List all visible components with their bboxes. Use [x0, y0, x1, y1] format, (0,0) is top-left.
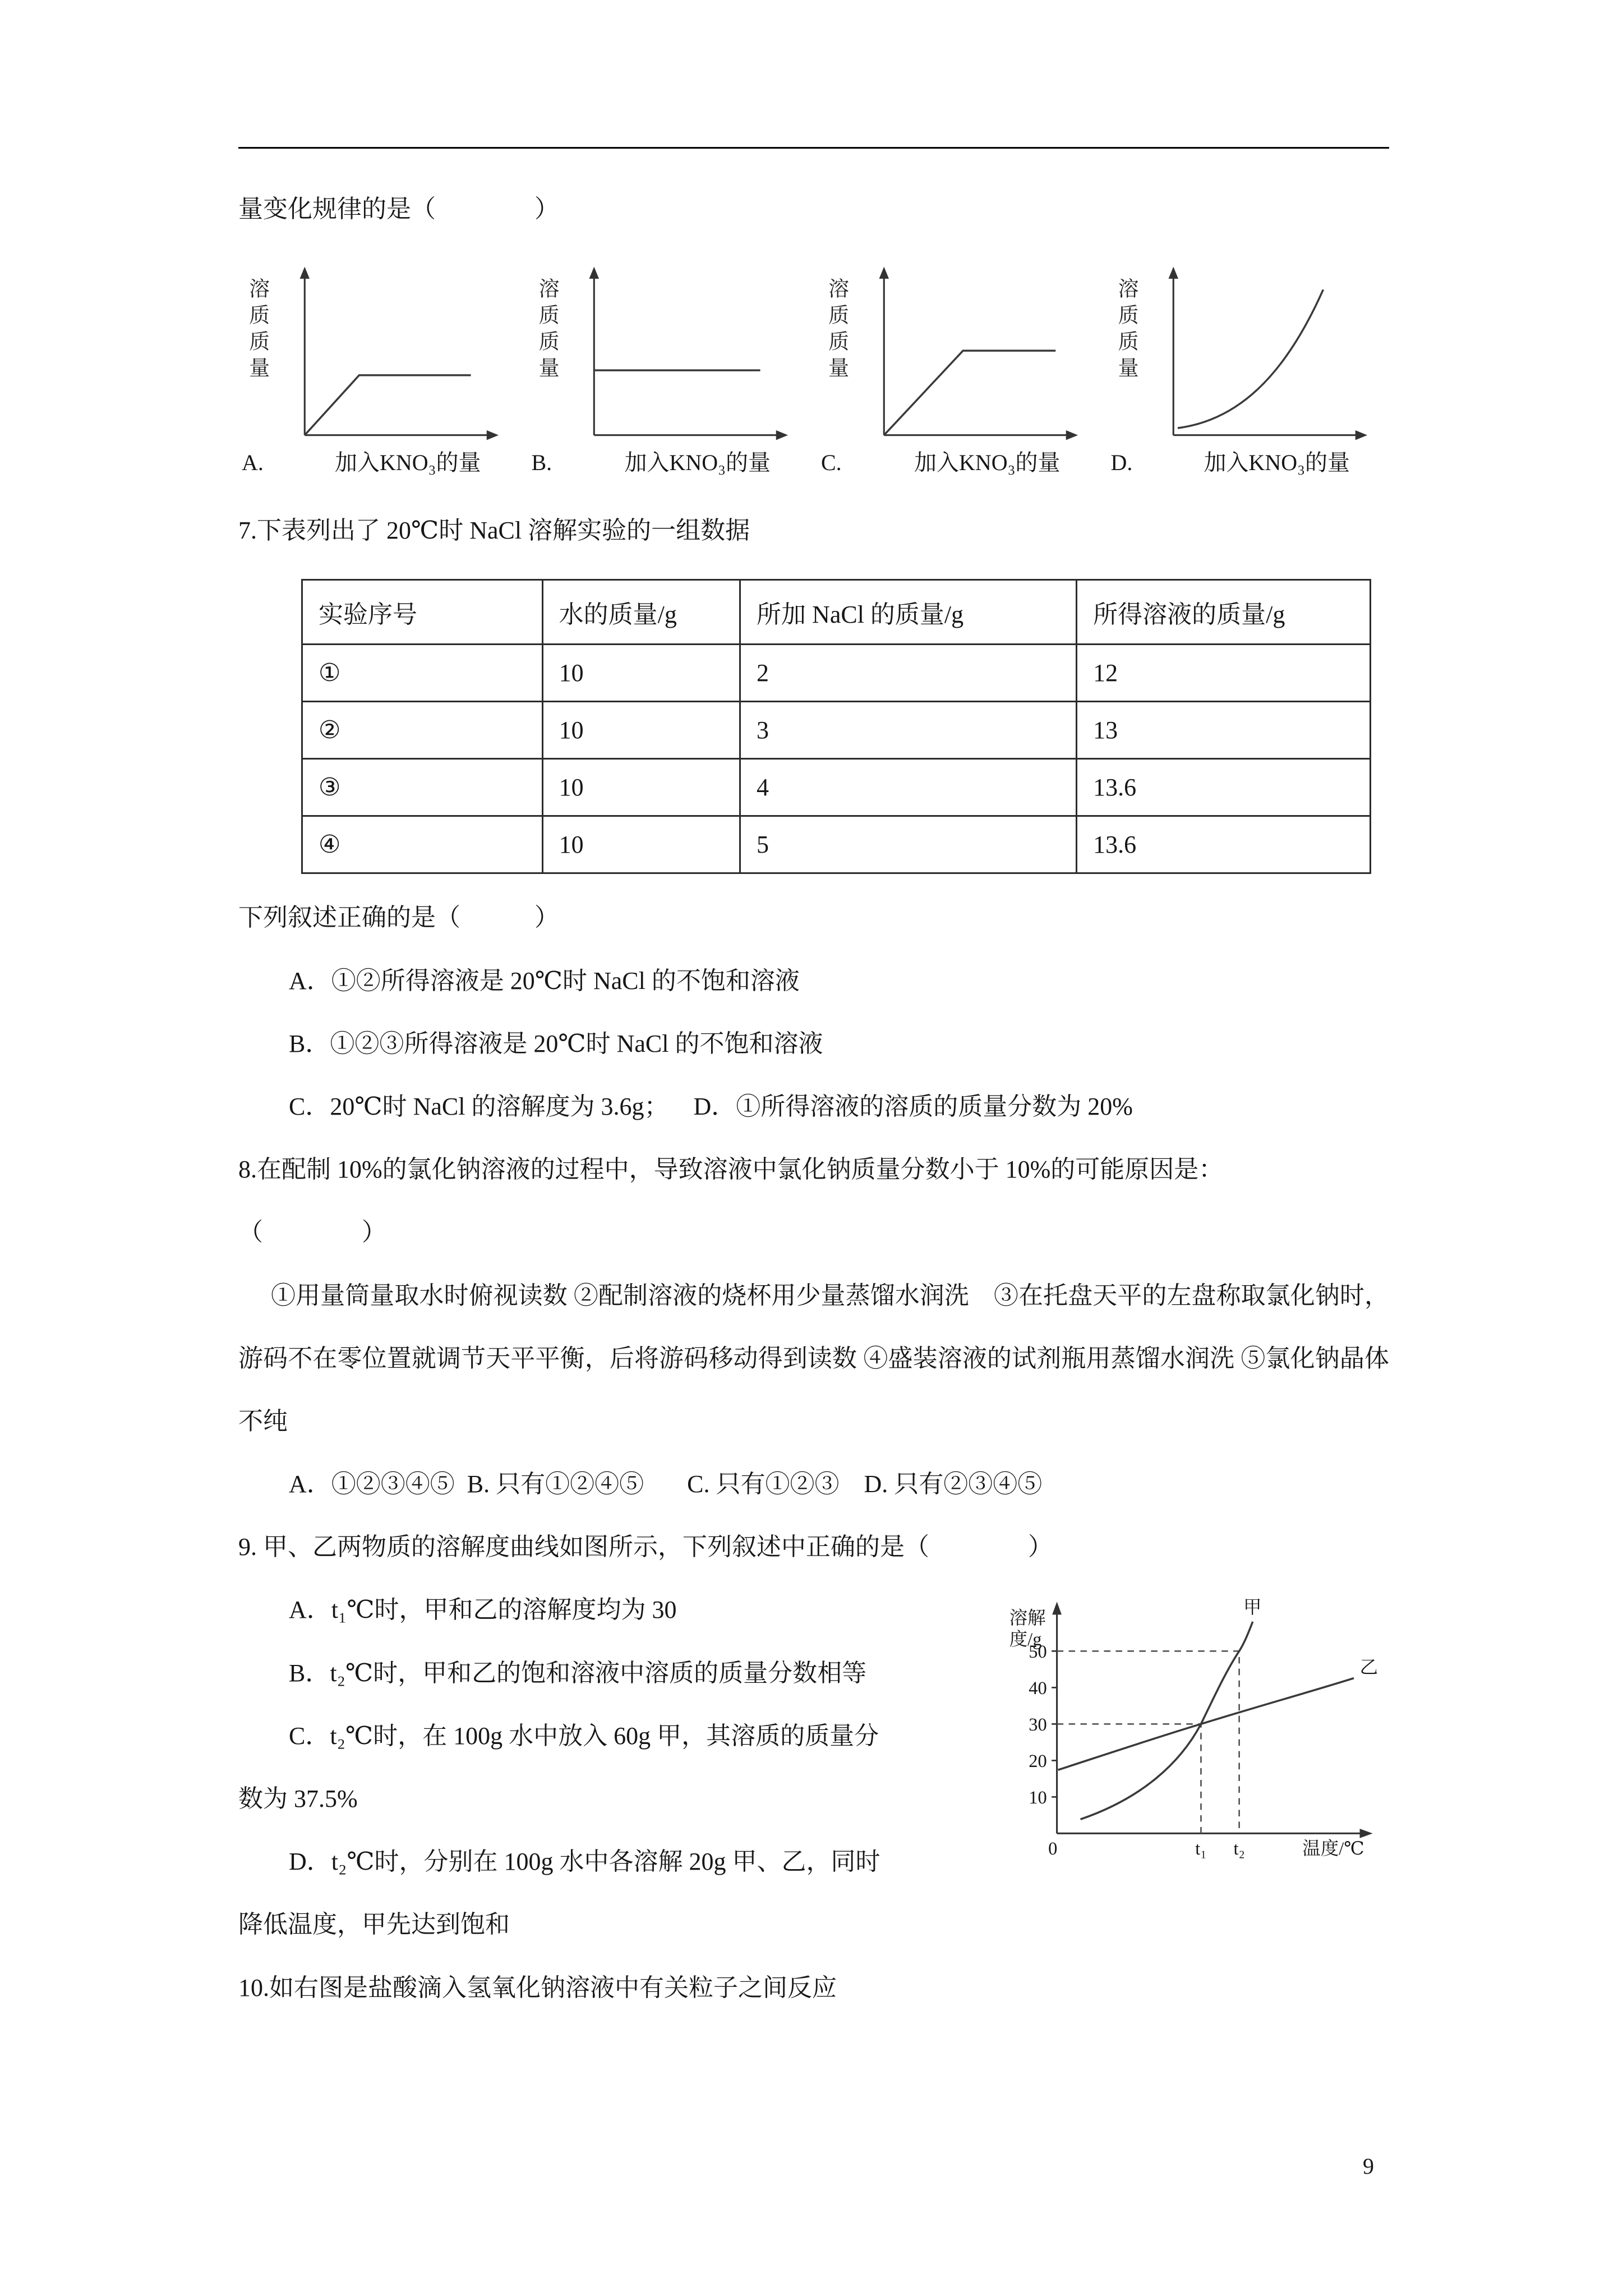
- q6-graph-d: [1111, 263, 1390, 477]
- curve-rise-then-plateau-high: [884, 351, 1055, 435]
- y-axis-label-line2: 度/g: [1009, 1630, 1042, 1650]
- option-letter-d: D.: [1110, 450, 1133, 476]
- q10-stem: 10.如右图是盐酸滴入氢氧化钠溶液中有关粒子之间反应: [238, 1973, 837, 2001]
- q9-choice-a: A．t₁℃时，甲和乙的溶解度均为 30: [289, 1596, 677, 1624]
- table-cell: 10: [542, 702, 740, 759]
- table-cell: 10: [542, 645, 740, 702]
- x-tick-t2: t₂: [1233, 1839, 1245, 1860]
- y-tick-30: 30: [1029, 1715, 1047, 1736]
- y-axis-label: 溶质质量: [535, 278, 559, 384]
- x-tick-t1: t₁: [1195, 1839, 1207, 1860]
- x-axis-label: 加入KNO₃的量: [914, 450, 1061, 476]
- table-row: [302, 702, 1371, 759]
- q7-choice-cd: C．20℃时 NaCl 的溶解度为 3.6g； D．①所得溶液的溶质的质量分数为 20%: [289, 1092, 1133, 1120]
- q6-lead-text: 量变化规律的是（ ）: [238, 195, 559, 223]
- table-header-cell: 所加 NaCl 的质量/g: [740, 580, 1077, 645]
- table-cell: 10: [542, 759, 740, 816]
- table-cell: 5: [740, 816, 1077, 873]
- table-row: [302, 645, 1371, 702]
- table-cell: 13.6: [1077, 759, 1371, 816]
- y-axis-label: 溶质质量: [245, 278, 269, 384]
- series-label-jia: 甲: [1243, 1598, 1262, 1618]
- q6-graph-d-plot: [1111, 263, 1390, 444]
- q9-choice-b: B．t₂℃时，甲和乙的饱和溶液中溶质的质量分数相等: [289, 1659, 867, 1687]
- table-cell: 13: [1077, 702, 1371, 759]
- table-cell: ④: [302, 816, 543, 873]
- table-header-cell: 所得溶液的质量/g: [1077, 580, 1371, 645]
- y-tick-10: 10: [1029, 1788, 1047, 1809]
- q6-graph-b-caption: [532, 445, 810, 477]
- q9-choice-c-line2: 数为 37.5%: [238, 1785, 358, 1812]
- table-cell: 2: [740, 645, 1077, 702]
- q6-graph-a-caption: [242, 445, 520, 477]
- q6-graph-b: [532, 263, 810, 477]
- y-tick-50: 50: [1029, 1642, 1047, 1663]
- table-cell: 10: [542, 816, 740, 873]
- q7-stem: 7.下表列出了 20℃时 NaCl 溶解实验的一组数据: [238, 517, 750, 545]
- table-header-cell: 实验序号: [302, 580, 543, 645]
- q6-graph-c-caption: [821, 445, 1100, 477]
- curve-rise-then-plateau: [305, 375, 471, 435]
- x-axis-label: 温度/℃: [1302, 1839, 1364, 1860]
- mass-vs-kno3-chart-c: [851, 263, 1080, 444]
- dashed-guide-50-t2: [1057, 1651, 1239, 1834]
- q6-graph-c: [821, 263, 1100, 477]
- solubility-curve-figure: [1001, 1586, 1389, 1863]
- q7-experiment-table: [301, 579, 1371, 874]
- x-axis-label: 加入KNO₃的量: [334, 450, 481, 476]
- y-axis-label: 溶质质量: [824, 278, 848, 384]
- q6-graph-c-plot: [821, 263, 1100, 444]
- q6-graph-a-plot: [242, 263, 520, 444]
- table-cell: 4: [740, 759, 1077, 816]
- q8-items: ①用量筒量取水时俯视读数 ②配制溶液的烧杯用少量蒸馏水润洗 ③在托盘天平的左盘称取氯化钠时，游码不在零位置就调节天平平衡，后将游码移动得到读数 ④盛装溶液的试剂瓶用蒸馏水润洗 ⑤氯化钠晶体不纯: [238, 1281, 1389, 1435]
- mass-vs-kno3-chart-b: [561, 263, 790, 444]
- table-row: [302, 816, 1371, 873]
- q9-choice-d-line1: D．t₂℃时，分别在 100g 水中各溶解 20g 甲、乙，同时: [289, 1848, 880, 1876]
- option-letter-c: C.: [821, 450, 842, 476]
- q6-graph-b-plot: [532, 263, 810, 444]
- q6-graph-d-caption: [1111, 445, 1390, 477]
- table-cell: 13.6: [1077, 816, 1371, 873]
- q8-stem-line1: 8.在配制 10%的氯化钠溶液的过程中，导致溶液中氯化钠质量分数小于 10%的可能原因是：: [238, 1156, 1224, 1184]
- table-cell: ①: [302, 645, 543, 702]
- table-header-cell: 水的质量/g: [542, 580, 740, 645]
- option-letter-b: B.: [531, 450, 552, 476]
- table-cell: 3: [740, 702, 1077, 759]
- y-axis-label: 溶质质量: [1114, 278, 1138, 384]
- mass-vs-kno3-chart-d: [1141, 263, 1370, 444]
- y-tick-20: 20: [1029, 1751, 1047, 1772]
- q7-choice-b: B．①②③所得溶液是 20℃时 NaCl 的不饱和溶液: [289, 1029, 823, 1057]
- x-axis-label: 加入KNO₃的量: [1204, 450, 1350, 476]
- curve-yi: [1058, 1678, 1354, 1770]
- dashed-guide-30-t1: [1057, 1724, 1201, 1834]
- q9-stem: 9. 甲、乙两物质的溶解度曲线如图所示，下列叙述中正确的是（ ）: [238, 1533, 1053, 1561]
- q8-stem-line2: （ ）: [238, 1218, 386, 1246]
- page-number: 9: [1363, 2154, 1374, 2179]
- table-cell: ②: [302, 702, 543, 759]
- q9-choice-c-line1: C．t₂℃时，在 100g 水中放入 60g 甲，其溶质的质量分: [289, 1722, 879, 1750]
- solubility-curve-chart: [1001, 1586, 1389, 1863]
- y-tick-40: 40: [1029, 1678, 1047, 1699]
- curve-accelerating-rise: [1178, 290, 1323, 429]
- q7-question: 下列叙述正确的是（ ）: [238, 904, 559, 932]
- q7-choice-a: A．①②所得溶液是 20℃时 NaCl 的不饱和溶液: [289, 967, 800, 995]
- option-letter-a: A.: [242, 450, 264, 476]
- table-header-row: [302, 580, 1371, 645]
- q6-graph-a: [242, 263, 520, 477]
- table-cell: ③: [302, 759, 543, 816]
- table-row: [302, 759, 1371, 816]
- page-content: [238, 147, 1389, 2019]
- header-rule: [238, 147, 1389, 149]
- mass-vs-kno3-chart-a: [272, 263, 501, 444]
- q8-choices: A．①②③④⑤ B. 只有①②④⑤ C. 只有①②③ D. 只有②③④⑤: [289, 1470, 1043, 1498]
- x-origin-label: 0: [1048, 1839, 1058, 1860]
- q9-choice-d-line2: 降低温度，甲先达到饱和: [238, 1911, 510, 1939]
- q6-option-graphs: [242, 263, 1389, 477]
- series-label-yi: 乙: [1359, 1658, 1378, 1678]
- y-axis-label-line1: 溶解: [1009, 1608, 1046, 1629]
- x-axis-label: 加入KNO₃的量: [624, 450, 771, 476]
- table-cell: 12: [1077, 645, 1371, 702]
